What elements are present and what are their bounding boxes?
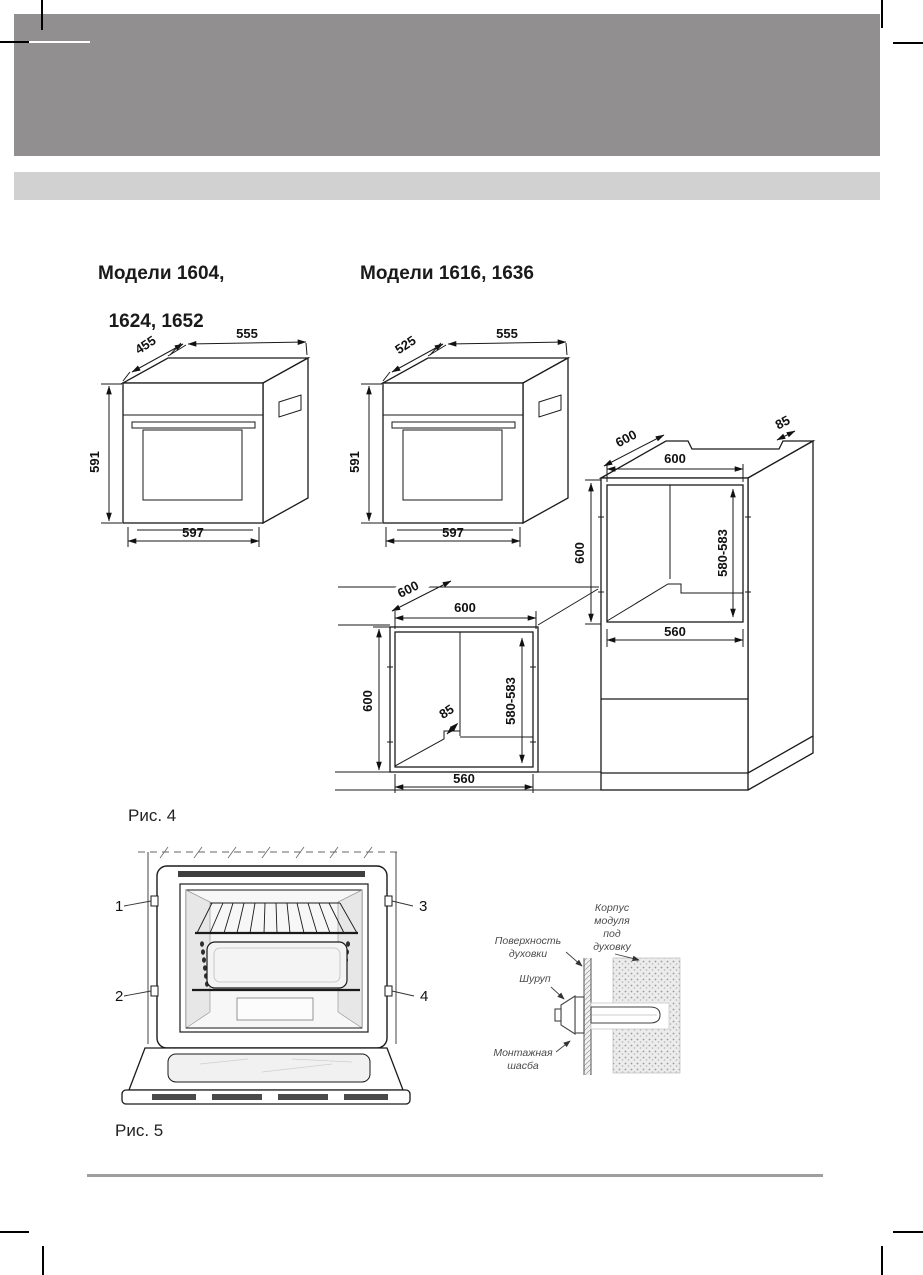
models-a-line2: 1624, 1652 (108, 311, 204, 332)
oven-wall (584, 958, 591, 1075)
dim-column-niche-width: 560 (664, 624, 686, 639)
baking-tray (207, 942, 347, 988)
label-module-line3: под (603, 928, 621, 940)
dim-oven-a-front-width: 597 (182, 525, 204, 540)
dim-oven-a-height: 591 (87, 451, 102, 473)
crop-mark (0, 41, 29, 43)
dim-oven-a-depth: 455 (132, 332, 159, 358)
models-heading-a (98, 262, 224, 334)
models-a-line1: Модели 1604, (98, 263, 225, 284)
crop-mark (0, 1231, 29, 1233)
callout-4: 4 (420, 988, 429, 1005)
figure-5-oven-front (105, 838, 450, 1118)
figure-5-caption: Рис. 5 (115, 1121, 164, 1140)
crop-mark (42, 1246, 44, 1275)
dim-column-rear-gap: 85 (772, 412, 793, 433)
open-door (122, 1048, 410, 1104)
crop-mark (893, 42, 923, 44)
dim-base-niche-width: 560 (453, 771, 475, 786)
oven-b-isometric (347, 326, 568, 547)
label-screw: Шуруп (519, 973, 551, 985)
models-b-line: Модели 1616, 1636 (360, 263, 534, 284)
dim-base-niche-height: 580-583 (503, 677, 518, 725)
column-cabinet (572, 412, 813, 790)
label-module-line1: Корпус (594, 902, 630, 914)
crop-mark (41, 0, 43, 30)
label-module-line2: модуля (594, 915, 630, 927)
oven-front-drawing (115, 847, 428, 1104)
mounting-detail-drawing (493, 902, 680, 1075)
figure-4-caption: Рис. 4 (128, 806, 177, 825)
dim-column-niche-height: 580-583 (715, 529, 730, 577)
label-surface-line2: духовки (508, 948, 548, 960)
figure-5-mounting-detail (480, 895, 710, 1090)
figure-4-drawing (85, 325, 923, 803)
callout-3: 3 (419, 898, 428, 915)
dim-base-opening-width: 600 (454, 600, 476, 615)
dim-oven-b-depth: 525 (392, 332, 419, 358)
label-washer-line2: шасба (507, 1060, 539, 1072)
dim-base-depth: 600 (394, 577, 422, 601)
header-band-dark (14, 14, 880, 156)
screw-head (561, 996, 575, 1034)
dim-oven-b-top-width: 555 (496, 326, 518, 341)
mounting-washer (575, 997, 584, 1033)
dim-column-opening-height: 600 (572, 542, 587, 564)
crop-mark (881, 1246, 883, 1275)
base-cabinet (360, 572, 538, 793)
callout-1: 1 (115, 898, 124, 915)
dim-base-opening-height: 600 (360, 690, 375, 712)
models-heading-b (360, 262, 534, 286)
dim-oven-b-height: 591 (347, 451, 362, 473)
dim-base-rear-gap: 85 (436, 701, 457, 722)
oven-a-isometric (87, 326, 308, 547)
header-band-light (14, 172, 880, 200)
label-module-line4: духовку (593, 941, 631, 953)
dim-oven-a-top-width: 555 (236, 326, 258, 341)
label-surface-line1: Поверхность (494, 935, 562, 947)
callout-2: 2 (115, 988, 124, 1005)
crop-mark (893, 1231, 923, 1233)
footer-rule (87, 1174, 823, 1177)
crop-mark (881, 0, 883, 28)
dim-column-depth: 600 (612, 426, 640, 451)
dim-column-opening-width: 600 (664, 451, 686, 466)
dim-oven-b-front-width: 597 (442, 525, 464, 540)
oven-top-vent-strip (178, 871, 365, 877)
crop-mark (29, 41, 90, 43)
label-washer-line1: Монтажная (493, 1047, 553, 1059)
